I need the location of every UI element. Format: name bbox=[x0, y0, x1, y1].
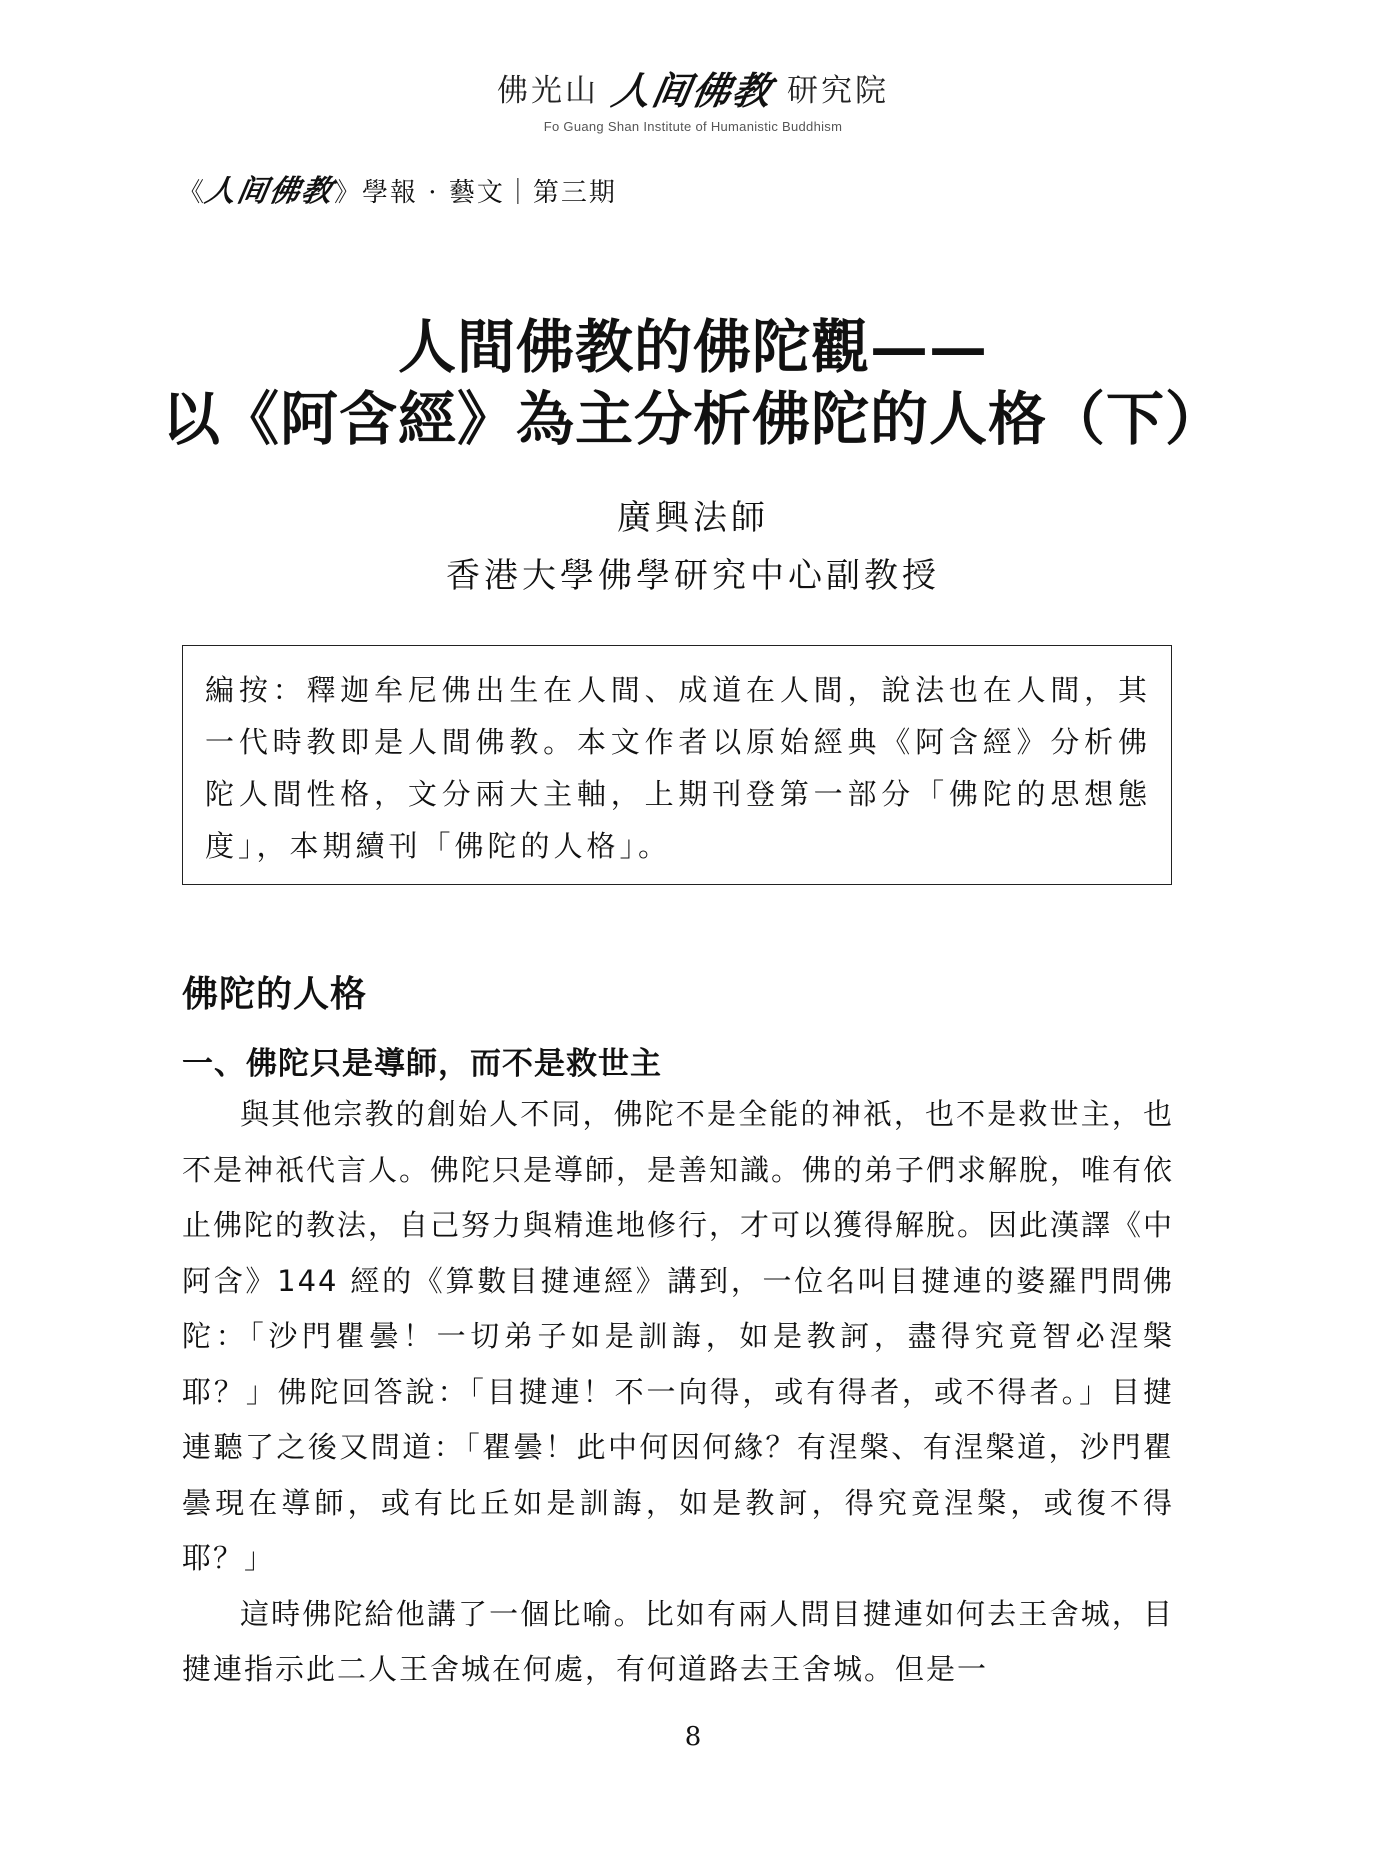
institute-logo bbox=[497, 60, 889, 115]
journal-brand-calligraphy: 人间佛教 bbox=[202, 174, 337, 209]
author-affiliation: 香港大學佛學研究中心副教授 bbox=[446, 556, 940, 596]
body-paragraph: 這時佛陀給他講了一個比喻。比如有兩人問目揵連如何去王舍城，目揵連指示此二人王舍城在何處，有何道路去王舍城。但是一 bbox=[182, 1596, 1174, 1686]
author-name: 廣興法師 bbox=[617, 498, 769, 538]
institute-brand-calligraphy: 人间佛教 bbox=[608, 68, 777, 113]
section-heading: 佛陀的人格 bbox=[182, 973, 368, 1015]
body-text bbox=[182, 1087, 1174, 1698]
body-paragraph: 與其他宗教的創始人不同，佛陀不是全能的神祇，也不是救世主，也不是神祇代言人。佛陀只是導師，是善知識。佛的弟子們求解脫，唯有依止佛陀的教法，自己努力與精進地修行，才可以獲得解脫。因此漢譯《中阿含》144 經的《算數目揵連經》講到，一位名叫目揵連的婆羅門問佛陀：「沙門瞿曇！一切弟子如是訓誨，如是教訶，盡得究竟智必涅槃耶？」佛陀回答說：「目揵連！不一向得，或有得者，或不得者。」目揵連聽了之後又問道：「瞿曇！此中何因何緣？有涅槃、有涅槃道，沙門瞿曇現在導師，或有比丘如是訓誨，如是教訶，得究竟涅槃，或復不得耶？」 bbox=[182, 1097, 1175, 1575]
institute-header bbox=[0, 60, 1386, 134]
journal-running-head bbox=[178, 166, 617, 210]
journal-issue-info: 學報 · 藝文｜第三期 bbox=[362, 178, 617, 208]
article-title-line-2: 以《阿含經》為主分析佛陀的人格（下） bbox=[161, 385, 1224, 453]
editor-note-text: 編按：釋迦牟尼佛出生在人間、成道在人間，說法也在人間，其一代時教即是人間佛教。本文作者以原始經典《阿含經》分析佛陀人間性格，文分兩大主軸，上期刊登第一部分「佛陀的思想態度」，本期續刊「佛陀的人格」。 bbox=[205, 673, 1151, 863]
editor-note-box bbox=[182, 645, 1172, 885]
subsection-heading: 一、佛陀只是導師，而不是救世主 bbox=[182, 1046, 662, 1082]
journal-close-quote: 》 bbox=[334, 178, 363, 208]
page-number: 8 bbox=[684, 1722, 702, 1752]
journal-open-quote: 《 bbox=[178, 178, 207, 208]
institute-suffix: 研究院 bbox=[787, 73, 889, 109]
article-title-line-1: 人間佛教的佛陀觀—— bbox=[397, 313, 988, 381]
institute-english-name: Fo Guang Shan Institute of Humanistic Buddhism bbox=[543, 119, 843, 134]
institute-prefix: 佛光山 bbox=[496, 73, 599, 109]
